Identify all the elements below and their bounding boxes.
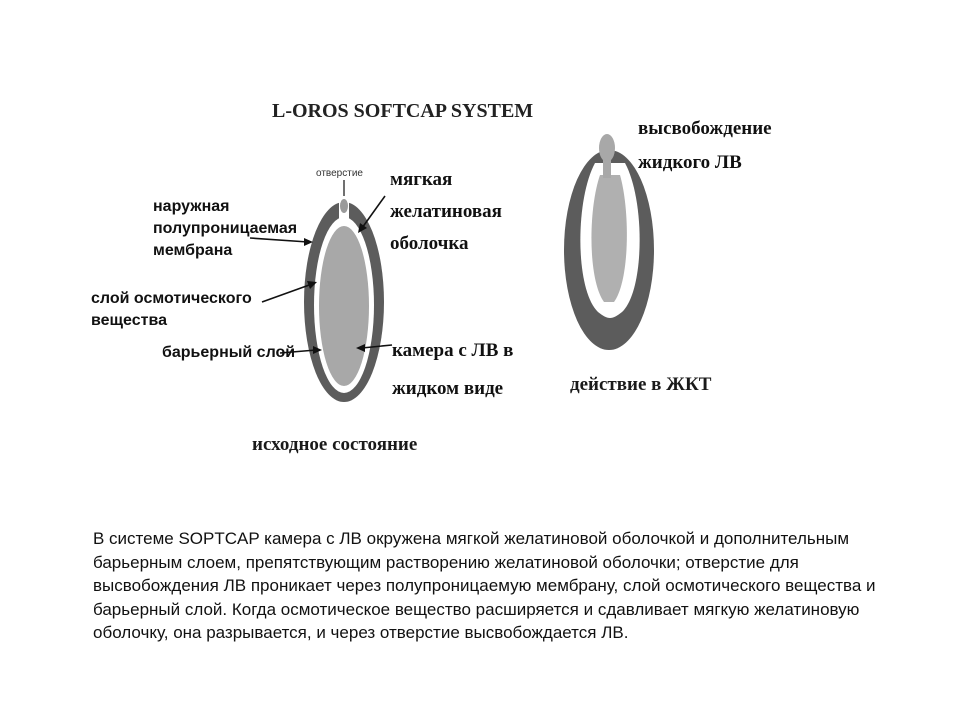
diagram-title: L-OROS SOFTCAP SYSTEM — [272, 100, 534, 122]
outer-membrane-line-2: полупроницаемая — [153, 220, 298, 237]
drug-chamber-line-1: камера с ЛВ в — [392, 340, 514, 361]
outer-membrane-line-1: наружная — [153, 198, 230, 215]
gelatin-shell-line-3: оболочка — [390, 233, 469, 254]
arrow-gelatin-shell — [362, 196, 385, 228]
gelatin-shell-line-1: мягкая — [390, 169, 453, 190]
drug-chamber-line-2: жидком виде — [392, 378, 504, 399]
initial-state-caption: исходное состояние — [252, 434, 418, 455]
drug-chamber-label — [392, 332, 513, 408]
release-channel — [603, 158, 611, 178]
osmotic-layer-line-2: вещества — [91, 312, 167, 329]
gi-action-caption: действие в ЖКТ — [570, 374, 712, 395]
outer-membrane-label — [153, 196, 297, 262]
right-inner-chamber — [591, 175, 626, 302]
osmotic-layer-line-1: слой осмотического — [91, 290, 252, 307]
outer-membrane-line-3: мембрана — [153, 242, 233, 259]
description-paragraph: В системе SOPTCAP камера с ЛВ окружена мягкой желатиновой оболочкой и дополнительным барьерным слоем, препятствующим растворению желатиновой оболочки; отверстие для высвобождения ЛВ проникает через полупроницаемую мембрану, слой осмотического вещества и барьерный слой. Когда осмотическое вещество расширяется и сдавливает мягкую желатиновую оболочку, она разрывается, и через отверстие высвобождается ЛВ. — [93, 529, 876, 642]
barrier-layer-label: барьерный слой — [162, 344, 296, 361]
opening-plug — [340, 199, 348, 213]
osmotic-layer-label — [91, 288, 252, 332]
gelatin-shell-label — [390, 164, 502, 260]
release-line-1: высвобождение — [638, 118, 772, 139]
opening-label: отверстие — [316, 168, 363, 179]
drug-chamber-fill — [319, 226, 369, 386]
released-drug-drop — [599, 134, 615, 162]
release-line-2: жидкого ЛВ — [638, 152, 742, 173]
release-label — [638, 112, 772, 180]
gelatin-shell-line-2: желатиновая — [390, 201, 502, 222]
